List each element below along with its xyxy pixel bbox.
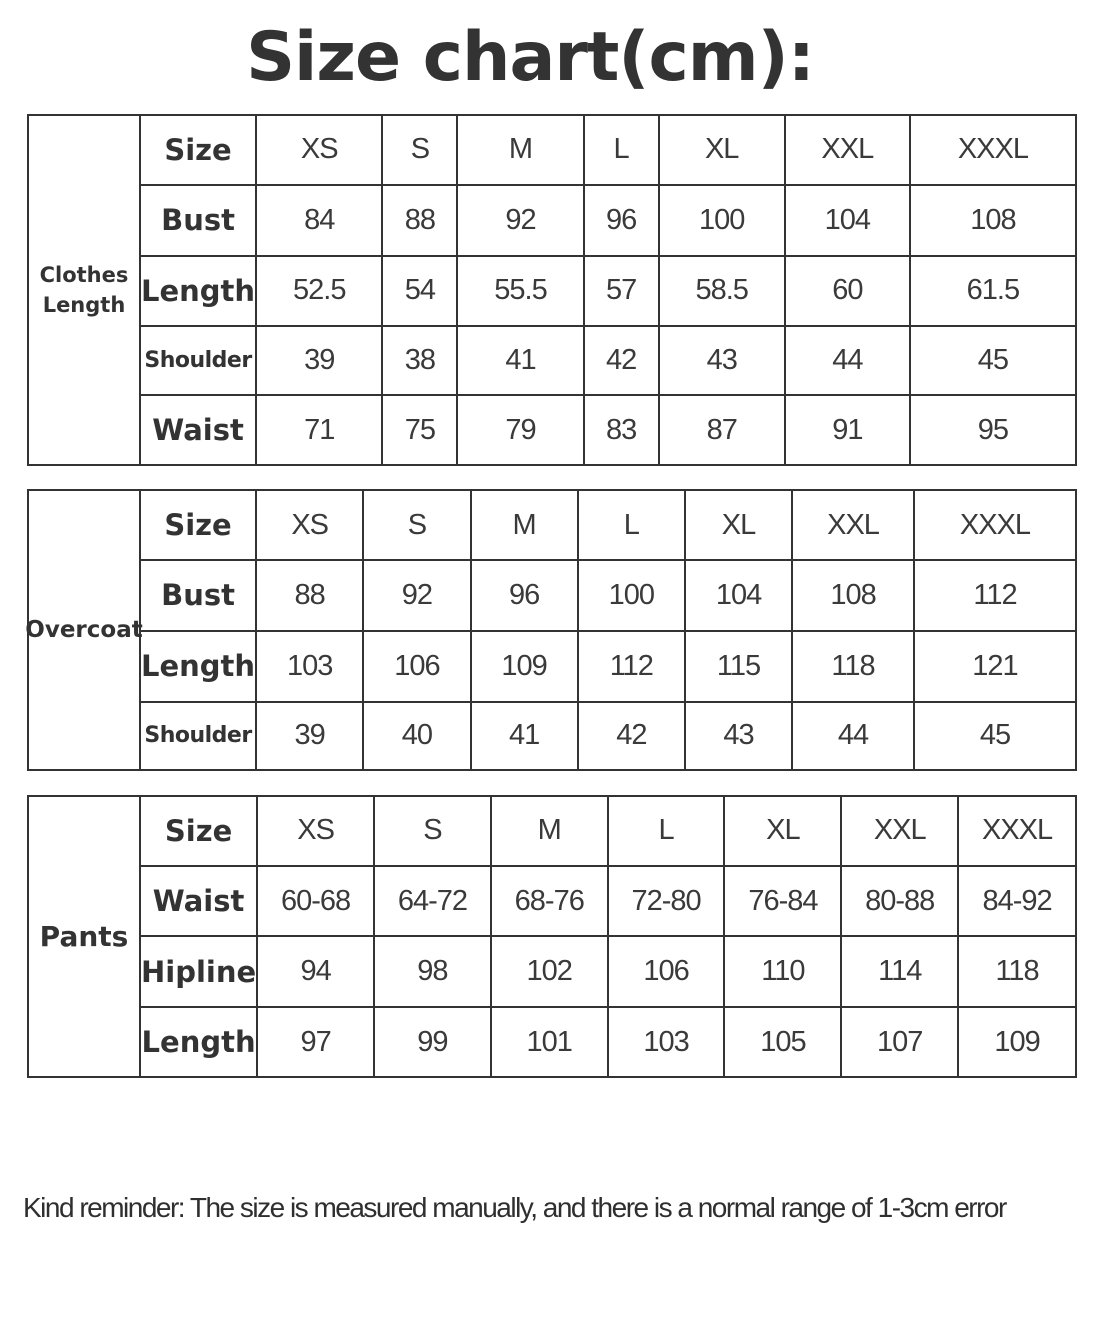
table-cell: 105 bbox=[724, 1007, 841, 1076]
table-cell: 104 bbox=[785, 185, 910, 256]
table-cell: 61.5 bbox=[910, 256, 1075, 327]
row-header: Length bbox=[141, 256, 256, 327]
row-header: Length bbox=[141, 1007, 257, 1076]
pants-grid bbox=[141, 797, 1075, 1076]
table-cell: 109 bbox=[958, 1007, 1075, 1076]
table-cell: 109 bbox=[471, 631, 578, 702]
table-cell: 42 bbox=[578, 702, 685, 769]
table-cell: 44 bbox=[792, 702, 914, 769]
size-header-cell: XS bbox=[257, 797, 374, 866]
table-cell: 102 bbox=[491, 936, 608, 1007]
size-header-cell: L bbox=[584, 116, 659, 185]
row-header: Length bbox=[141, 631, 256, 702]
table-cell: 72-80 bbox=[608, 866, 725, 937]
pants-rows bbox=[141, 797, 1075, 1076]
table-cell: 106 bbox=[363, 631, 470, 702]
size-header-cell: M bbox=[457, 116, 583, 185]
table-cell: 75 bbox=[382, 395, 457, 464]
table-cell: 112 bbox=[914, 560, 1075, 631]
table-cell: 108 bbox=[792, 560, 914, 631]
table-row bbox=[141, 702, 1075, 769]
size-header-cell: XXXL bbox=[910, 116, 1075, 185]
table-row bbox=[141, 116, 1075, 185]
table-row bbox=[141, 395, 1075, 464]
table-cell: 83 bbox=[584, 395, 659, 464]
table-row bbox=[141, 936, 1075, 1007]
table-row bbox=[141, 185, 1075, 256]
table-cell: 98 bbox=[374, 936, 491, 1007]
size-header-cell: S bbox=[382, 116, 457, 185]
row-header: Waist bbox=[141, 395, 256, 464]
table-cell: 84 bbox=[256, 185, 382, 256]
table-row bbox=[141, 1007, 1075, 1076]
table-cell: 96 bbox=[471, 560, 578, 631]
clothes-rows bbox=[141, 116, 1075, 464]
table-cell: 79 bbox=[457, 395, 583, 464]
table-cell: 43 bbox=[685, 702, 792, 769]
table-cell: 52.5 bbox=[256, 256, 382, 327]
size-header-cell: XS bbox=[256, 491, 363, 560]
table-cell: 76-84 bbox=[724, 866, 841, 937]
row-header: Bust bbox=[141, 185, 256, 256]
size-header-cell: XL bbox=[724, 797, 841, 866]
overcoat-rows bbox=[141, 491, 1075, 769]
row-header: Bust bbox=[141, 560, 256, 631]
size-header-cell: M bbox=[491, 797, 608, 866]
table-cell: 41 bbox=[457, 326, 583, 395]
table-cell: 44 bbox=[785, 326, 910, 395]
table-cell: 100 bbox=[659, 185, 785, 256]
clothes-grid bbox=[141, 116, 1075, 464]
table-cell: 92 bbox=[363, 560, 470, 631]
size-header-cell: XXXL bbox=[914, 491, 1075, 560]
table-cell: 41 bbox=[471, 702, 578, 769]
table-cell: 58.5 bbox=[659, 256, 785, 327]
table-cell: 118 bbox=[958, 936, 1075, 1007]
table-cell: 104 bbox=[685, 560, 792, 631]
table-cell: 91 bbox=[785, 395, 910, 464]
table-cell: 40 bbox=[363, 702, 470, 769]
size-header-cell: L bbox=[608, 797, 725, 866]
table-row bbox=[141, 326, 1075, 395]
table-cell: 60-68 bbox=[257, 866, 374, 937]
table-cell: 88 bbox=[382, 185, 457, 256]
size-header-cell: XS bbox=[256, 116, 382, 185]
size-header-cell: XXL bbox=[792, 491, 914, 560]
table-cell: 103 bbox=[608, 1007, 725, 1076]
table-cell: 87 bbox=[659, 395, 785, 464]
table-cell: 38 bbox=[382, 326, 457, 395]
pants-size-table bbox=[27, 795, 1077, 1078]
size-header-cell: XL bbox=[659, 116, 785, 185]
table-cell: 92 bbox=[457, 185, 583, 256]
table-cell: 118 bbox=[792, 631, 914, 702]
table-row bbox=[141, 491, 1075, 560]
table-row bbox=[141, 256, 1075, 327]
size-header-cell: XXXL bbox=[958, 797, 1075, 866]
row-header: Waist bbox=[141, 866, 257, 937]
table-cell: 60 bbox=[785, 256, 910, 327]
table-cell: 99 bbox=[374, 1007, 491, 1076]
table-cell: 100 bbox=[578, 560, 685, 631]
size-header-cell: S bbox=[374, 797, 491, 866]
table-cell: 39 bbox=[256, 326, 382, 395]
table-cell: 94 bbox=[257, 936, 374, 1007]
table-row bbox=[141, 560, 1075, 631]
overcoat-grid bbox=[141, 491, 1075, 769]
size-header-cell: XXL bbox=[785, 116, 910, 185]
row-header: Shoulder bbox=[141, 326, 256, 395]
table-cell: 88 bbox=[256, 560, 363, 631]
table-cell: 96 bbox=[584, 185, 659, 256]
table-cell: 101 bbox=[491, 1007, 608, 1076]
row-header: Size bbox=[141, 491, 256, 560]
overcoat-size-table bbox=[27, 489, 1077, 771]
row-header: Hipline bbox=[141, 936, 257, 1007]
table-cell: 54 bbox=[382, 256, 457, 327]
table-cell: 112 bbox=[578, 631, 685, 702]
kind-reminder-note: Kind reminder: The size is measured manually, and there is a normal range of 1-3cm error bbox=[23, 1192, 1006, 1223]
table-cell: 115 bbox=[685, 631, 792, 702]
page-title: Size chart(cm): bbox=[246, 18, 814, 97]
row-header: Shoulder bbox=[141, 702, 256, 769]
size-header-cell: S bbox=[363, 491, 470, 560]
group-label-pants: Pants bbox=[29, 797, 141, 1076]
table-row bbox=[141, 866, 1075, 937]
size-header-cell: XXL bbox=[841, 797, 958, 866]
table-cell: 97 bbox=[257, 1007, 374, 1076]
table-cell: 42 bbox=[584, 326, 659, 395]
table-cell: 106 bbox=[608, 936, 725, 1007]
size-header-cell: M bbox=[471, 491, 578, 560]
table-cell: 108 bbox=[910, 185, 1075, 256]
table-cell: 39 bbox=[256, 702, 363, 769]
table-cell: 45 bbox=[910, 326, 1075, 395]
row-header: Size bbox=[141, 797, 257, 866]
table-cell: 68-76 bbox=[491, 866, 608, 937]
clothes-size-table bbox=[27, 114, 1077, 466]
table-cell: 121 bbox=[914, 631, 1075, 702]
table-cell: 55.5 bbox=[457, 256, 583, 327]
table-cell: 43 bbox=[659, 326, 785, 395]
table-cell: 95 bbox=[910, 395, 1075, 464]
table-cell: 114 bbox=[841, 936, 958, 1007]
row-header: Size bbox=[141, 116, 256, 185]
table-cell: 110 bbox=[724, 936, 841, 1007]
group-label-overcoat: Overcoat bbox=[29, 491, 141, 769]
table-cell: 103 bbox=[256, 631, 363, 702]
table-cell: 107 bbox=[841, 1007, 958, 1076]
table-cell: 71 bbox=[256, 395, 382, 464]
table-row bbox=[141, 797, 1075, 866]
table-cell: 84-92 bbox=[958, 866, 1075, 937]
table-cell: 45 bbox=[914, 702, 1075, 769]
table-cell: 80-88 bbox=[841, 866, 958, 937]
table-cell: 57 bbox=[584, 256, 659, 327]
table-row bbox=[141, 631, 1075, 702]
size-header-cell: L bbox=[578, 491, 685, 560]
size-header-cell: XL bbox=[685, 491, 792, 560]
table-cell: 64-72 bbox=[374, 866, 491, 937]
group-label-clothes: Clothes Length bbox=[29, 116, 141, 464]
